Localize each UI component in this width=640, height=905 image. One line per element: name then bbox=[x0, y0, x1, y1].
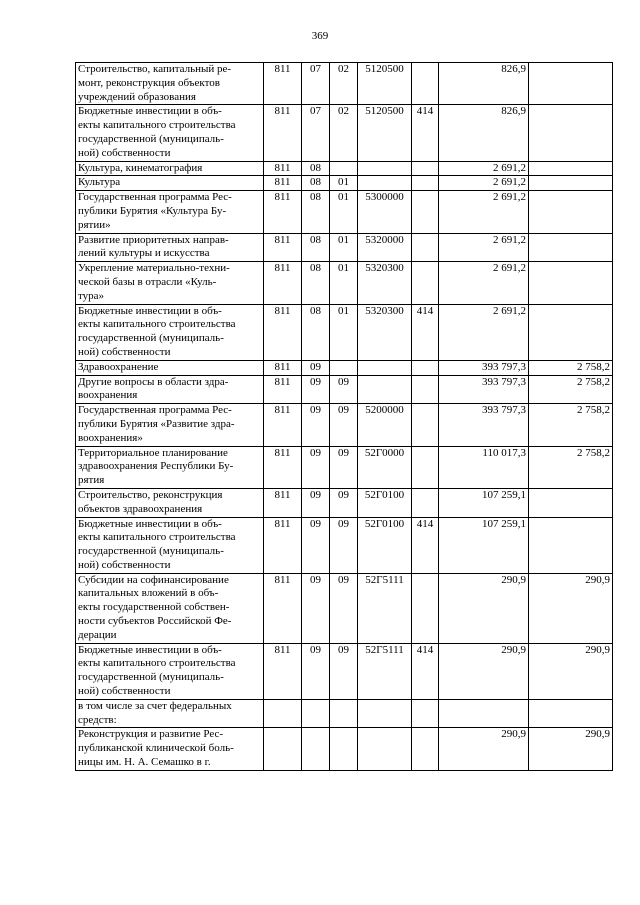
expense-kind-cell bbox=[412, 404, 439, 446]
target-article-cell: 5120500 bbox=[358, 105, 412, 161]
federal-funds-cell: 2 758,2 bbox=[529, 360, 613, 375]
page-number: 369 bbox=[311, 30, 329, 42]
federal-funds-cell: 290,9 bbox=[529, 728, 613, 770]
section-code-cell: 09 bbox=[302, 360, 330, 375]
amount-cell: 2 691,2 bbox=[439, 233, 529, 262]
ministry-code-cell: 811 bbox=[264, 161, 302, 176]
target-article-cell: 5200000 bbox=[358, 404, 412, 446]
subsection-code-cell bbox=[330, 728, 358, 770]
ministry-code-cell: 811 bbox=[264, 488, 302, 517]
table-row bbox=[76, 63, 613, 105]
row-name-cell: Здравоохранение bbox=[76, 360, 264, 375]
subsection-code-cell: 01 bbox=[330, 233, 358, 262]
row-name-cell: Культура bbox=[76, 176, 264, 191]
table-row bbox=[76, 375, 613, 404]
amount-cell: 290,9 bbox=[439, 728, 529, 770]
ministry-code-cell: 811 bbox=[264, 233, 302, 262]
ministry-code-cell: 811 bbox=[264, 446, 302, 488]
subsection-code-cell: 02 bbox=[330, 105, 358, 161]
target-article-cell: 52Г5111 bbox=[358, 573, 412, 643]
section-code-cell: 09 bbox=[302, 573, 330, 643]
table-row bbox=[76, 404, 613, 446]
ministry-code-cell bbox=[264, 728, 302, 770]
target-article-cell: 52Г0000 bbox=[358, 446, 412, 488]
section-code-cell: 08 bbox=[302, 161, 330, 176]
row-name-cell: Реконструкция и развитие Рес- публиканской клинической боль- ницы им. Н. А. Семашко в г. bbox=[76, 728, 264, 770]
ministry-code-cell: 811 bbox=[264, 304, 302, 360]
section-code-cell: 09 bbox=[302, 404, 330, 446]
expense-kind-cell bbox=[412, 360, 439, 375]
amount-cell: 107 259,1 bbox=[439, 488, 529, 517]
ministry-code-cell: 811 bbox=[264, 404, 302, 446]
ministry-code-cell: 811 bbox=[264, 517, 302, 573]
section-code-cell: 07 bbox=[302, 105, 330, 161]
expense-kind-cell bbox=[412, 375, 439, 404]
subsection-code-cell: 09 bbox=[330, 643, 358, 699]
table-row bbox=[76, 643, 613, 699]
table-row bbox=[76, 360, 613, 375]
expense-kind-cell: 414 bbox=[412, 304, 439, 360]
row-name-cell: Строительство, капитальный ре- монт, реконструкция объектов учреждений образования bbox=[76, 63, 264, 105]
section-code-cell: 09 bbox=[302, 643, 330, 699]
subsection-code-cell: 01 bbox=[330, 262, 358, 304]
federal-funds-cell bbox=[529, 517, 613, 573]
target-article-cell: 5320300 bbox=[358, 262, 412, 304]
table-row bbox=[76, 176, 613, 191]
target-article-cell: 52Г0100 bbox=[358, 488, 412, 517]
table-row bbox=[76, 488, 613, 517]
federal-funds-cell bbox=[529, 161, 613, 176]
section-code-cell: 09 bbox=[302, 375, 330, 404]
ministry-code-cell: 811 bbox=[264, 375, 302, 404]
target-article-cell bbox=[358, 699, 412, 728]
expense-kind-cell bbox=[412, 488, 439, 517]
subsection-code-cell bbox=[330, 161, 358, 176]
table-row bbox=[76, 728, 613, 770]
row-name-cell: Бюджетные инвестиции в объ- екты капитального строительства государственной (муниципаль- ной) собственности bbox=[76, 304, 264, 360]
federal-funds-cell: 2 758,2 bbox=[529, 404, 613, 446]
expense-kind-cell bbox=[412, 191, 439, 233]
table-row bbox=[76, 573, 613, 643]
target-article-cell bbox=[358, 728, 412, 770]
federal-funds-cell: 2 758,2 bbox=[529, 375, 613, 404]
section-code-cell: 08 bbox=[302, 262, 330, 304]
amount-cell: 2 691,2 bbox=[439, 262, 529, 304]
ministry-code-cell: 811 bbox=[264, 63, 302, 105]
subsection-code-cell bbox=[330, 360, 358, 375]
target-article-cell bbox=[358, 360, 412, 375]
amount-cell: 2 691,2 bbox=[439, 161, 529, 176]
expense-kind-cell bbox=[412, 233, 439, 262]
row-name-cell: Государственная программа Рес- публики Бурятия «Культура Бу- рятии» bbox=[76, 191, 264, 233]
ministry-code-cell: 811 bbox=[264, 191, 302, 233]
target-article-cell bbox=[358, 375, 412, 404]
federal-funds-cell bbox=[529, 233, 613, 262]
section-code-cell: 09 bbox=[302, 488, 330, 517]
expense-kind-cell bbox=[412, 728, 439, 770]
amount-cell: 826,9 bbox=[439, 63, 529, 105]
subsection-code-cell: 09 bbox=[330, 517, 358, 573]
expense-kind-cell bbox=[412, 63, 439, 105]
ministry-code-cell: 811 bbox=[264, 105, 302, 161]
row-name-cell: Бюджетные инвестиции в объ- екты капитального строительства государственной (муниципаль- ной) собственности bbox=[76, 105, 264, 161]
section-code-cell bbox=[302, 699, 330, 728]
target-article-cell: 52Г0100 bbox=[358, 517, 412, 573]
expense-kind-cell bbox=[412, 446, 439, 488]
expense-kind-cell bbox=[412, 262, 439, 304]
target-article-cell: 5300000 bbox=[358, 191, 412, 233]
ministry-code-cell: 811 bbox=[264, 643, 302, 699]
federal-funds-cell bbox=[529, 176, 613, 191]
row-name-cell: Укрепление материально-техни- ческой базы в отрасли «Куль- тура» bbox=[76, 262, 264, 304]
expense-kind-cell: 414 bbox=[412, 643, 439, 699]
table-row bbox=[76, 262, 613, 304]
amount-cell: 110 017,3 bbox=[439, 446, 529, 488]
amount-cell: 393 797,3 bbox=[439, 375, 529, 404]
table-row bbox=[76, 517, 613, 573]
ministry-code-cell: 811 bbox=[264, 573, 302, 643]
section-code-cell: 08 bbox=[302, 233, 330, 262]
amount-cell: 393 797,3 bbox=[439, 360, 529, 375]
row-name-cell: в том числе за счет федеральных средств: bbox=[76, 699, 264, 728]
target-article-cell: 5320000 bbox=[358, 233, 412, 262]
subsection-code-cell bbox=[330, 699, 358, 728]
expense-kind-cell bbox=[412, 573, 439, 643]
amount-cell: 290,9 bbox=[439, 643, 529, 699]
expense-kind-cell bbox=[412, 176, 439, 191]
federal-funds-cell: 2 758,2 bbox=[529, 446, 613, 488]
table-row bbox=[76, 699, 613, 728]
table-row bbox=[76, 105, 613, 161]
federal-funds-cell bbox=[529, 262, 613, 304]
row-name-cell: Бюджетные инвестиции в объ- екты капитального строительства государственной (муниципаль- ной) собственности bbox=[76, 643, 264, 699]
federal-funds-cell bbox=[529, 304, 613, 360]
amount-cell: 2 691,2 bbox=[439, 176, 529, 191]
table-row bbox=[76, 161, 613, 176]
federal-funds-cell: 290,9 bbox=[529, 643, 613, 699]
row-name-cell: Строительство, реконструкция объектов здравоохранения bbox=[76, 488, 264, 517]
table-row bbox=[76, 304, 613, 360]
row-name-cell: Государственная программа Рес- публики Бурятия «Развитие здра- воохранения» bbox=[76, 404, 264, 446]
target-article-cell bbox=[358, 161, 412, 176]
section-code-cell bbox=[302, 728, 330, 770]
federal-funds-cell bbox=[529, 63, 613, 105]
section-code-cell: 07 bbox=[302, 63, 330, 105]
amount-cell: 107 259,1 bbox=[439, 517, 529, 573]
ministry-code-cell: 811 bbox=[264, 176, 302, 191]
expense-kind-cell: 414 bbox=[412, 517, 439, 573]
amount-cell: 2 691,2 bbox=[439, 191, 529, 233]
federal-funds-cell bbox=[529, 105, 613, 161]
amount-cell: 826,9 bbox=[439, 105, 529, 161]
table-row bbox=[76, 446, 613, 488]
federal-funds-cell bbox=[529, 191, 613, 233]
subsection-code-cell: 09 bbox=[330, 404, 358, 446]
subsection-code-cell: 02 bbox=[330, 63, 358, 105]
ministry-code-cell: 811 bbox=[264, 360, 302, 375]
expense-kind-cell bbox=[412, 161, 439, 176]
subsection-code-cell: 09 bbox=[330, 573, 358, 643]
table-body bbox=[76, 63, 613, 771]
row-name-cell: Субсидии на софинансирование капитальных вложений в объ- екты государственной собствен- ности субъектов Российской Фе- дерации bbox=[76, 573, 264, 643]
amount-cell bbox=[439, 699, 529, 728]
federal-funds-cell bbox=[529, 699, 613, 728]
row-name-cell: Территориальное планирование здравоохранения Республики Бу- рятия bbox=[76, 446, 264, 488]
subsection-code-cell: 09 bbox=[330, 488, 358, 517]
section-code-cell: 08 bbox=[302, 304, 330, 360]
amount-cell: 2 691,2 bbox=[439, 304, 529, 360]
section-code-cell: 08 bbox=[302, 191, 330, 233]
expense-kind-cell: 414 bbox=[412, 105, 439, 161]
budget-table bbox=[75, 62, 613, 771]
federal-funds-cell bbox=[529, 488, 613, 517]
target-article-cell: 5320300 bbox=[358, 304, 412, 360]
subsection-code-cell: 01 bbox=[330, 176, 358, 191]
target-article-cell: 5120500 bbox=[358, 63, 412, 105]
row-name-cell: Развитие приоритетных направ- лений культуры и искусства bbox=[76, 233, 264, 262]
section-code-cell: 09 bbox=[302, 446, 330, 488]
federal-funds-cell: 290,9 bbox=[529, 573, 613, 643]
row-name-cell: Культура, кинематография bbox=[76, 161, 264, 176]
section-code-cell: 09 bbox=[302, 517, 330, 573]
table-row bbox=[76, 233, 613, 262]
section-code-cell: 08 bbox=[302, 176, 330, 191]
ministry-code-cell bbox=[264, 699, 302, 728]
subsection-code-cell: 09 bbox=[330, 446, 358, 488]
subsection-code-cell: 09 bbox=[330, 375, 358, 404]
amount-cell: 290,9 bbox=[439, 573, 529, 643]
row-name-cell: Другие вопросы в области здра- воохранения bbox=[76, 375, 264, 404]
target-article-cell: 52Г5111 bbox=[358, 643, 412, 699]
ministry-code-cell: 811 bbox=[264, 262, 302, 304]
amount-cell: 393 797,3 bbox=[439, 404, 529, 446]
row-name-cell: Бюджетные инвестиции в объ- екты капитального строительства государственной (муниципаль- ной) собственности bbox=[76, 517, 264, 573]
subsection-code-cell: 01 bbox=[330, 304, 358, 360]
table-row bbox=[76, 191, 613, 233]
target-article-cell bbox=[358, 176, 412, 191]
subsection-code-cell: 01 bbox=[330, 191, 358, 233]
expense-kind-cell bbox=[412, 699, 439, 728]
